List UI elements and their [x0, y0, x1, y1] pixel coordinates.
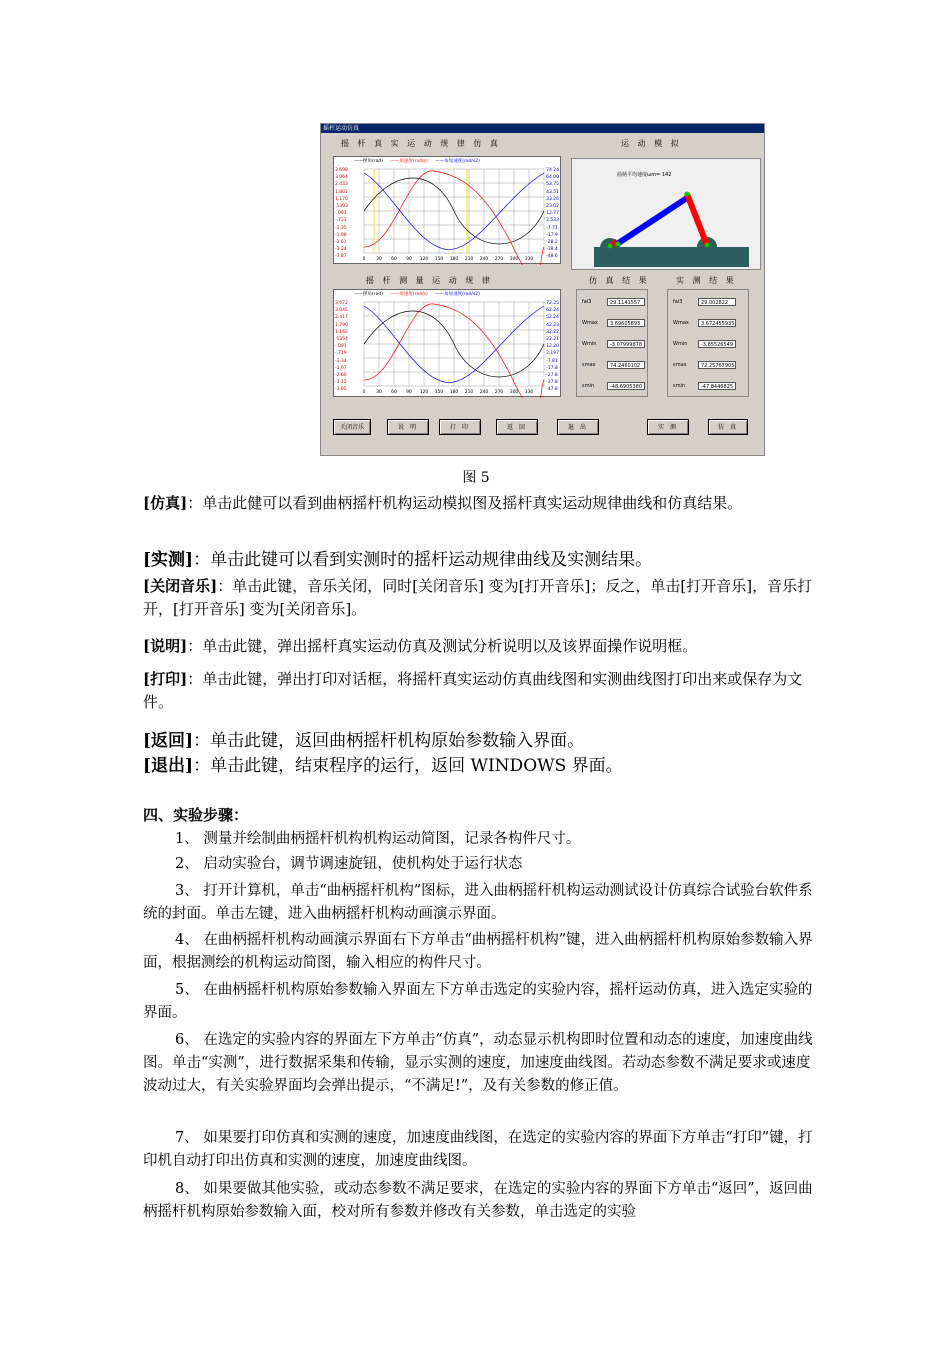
legend-velocity-2: ——角速度(rad/s) — [390, 292, 428, 297]
legend-angle-2: ——摆角(rad) — [354, 292, 383, 297]
plot2-right-axis: 72.25 62.24 52.24 42.23 32.22 22.21 12.20 2.197 -7.81 -17.8 -27.8 -37.8 -47.8 — [546, 301, 559, 393]
x-tick: 300 — [509, 257, 519, 262]
sim-result-row — [582, 340, 647, 349]
close-music-button[interactable]: 关闭音乐 — [333, 419, 371, 435]
anim-section-title: 运 动 模 拟 — [621, 139, 682, 148]
meas-result-label: Wmax — [673, 320, 689, 326]
sim-result-label: Wmin — [582, 341, 597, 347]
window-title: 摇杆运动仿真 — [321, 124, 764, 133]
step-5: 5、 在曲柄摇杆机构原始参数输入界面左下方单击选定的实验内容，摇杆运动仿真，进入选定实验的界面。 — [143, 982, 813, 1021]
x-tick: 300 — [509, 390, 519, 395]
x-tick: 270 — [494, 390, 504, 395]
exit-button[interactable]: 退 出 — [557, 419, 599, 435]
sim-result-value: -48.6905380 — [607, 382, 645, 390]
measurement-plot — [333, 289, 561, 397]
desc-measure: [实测]：单击此键可以看到实测时的摇杆运动规律曲线及实测结果。 — [143, 550, 653, 570]
sim-result-value: -3.07999878 — [607, 340, 645, 348]
sim-section-title: 摇 杆 真 实 运 动 规 律 仿 真 — [341, 139, 501, 148]
step-7: 7、 如果要打印仿真和实测的速度，加速度曲线图，在选定的实验内容的界面下方单击“打印”键，打印机自动打印出仿真和实测的速度，加速度曲线图。 — [143, 1130, 813, 1169]
meas-result-label: fai3 — [673, 299, 683, 305]
sim-result-title: 仿 真 结 果 — [589, 276, 650, 285]
plot2-curves — [334, 290, 562, 398]
desc-simulate: [仿真]：单击此健可以看到曲柄摇杆机构运动模拟图及摇杆真实运动规律曲线和仿真结果。 — [143, 494, 743, 512]
meas-result-label: εmax — [673, 362, 687, 368]
x-tick: 0 — [362, 390, 366, 395]
help-button[interactable]: 说 明 — [387, 419, 429, 435]
x-tick: 90 — [406, 257, 412, 262]
step-1: 1、 测量并绘制曲柄摇杆机构机构运动简图，记录各构件尺寸。 — [175, 831, 581, 847]
x-tick: 210 — [464, 257, 474, 262]
x-tick: 150 — [434, 257, 444, 262]
x-tick: 240 — [479, 257, 489, 262]
x-tick: 0 — [362, 257, 366, 262]
sim-result-label: Wmax — [582, 320, 598, 326]
x-tick: 120 — [419, 390, 429, 395]
meas-result-row — [673, 382, 738, 391]
x-tick: 180 — [449, 390, 459, 395]
x-tick: 240 — [479, 390, 489, 395]
sim-result-row — [582, 298, 647, 307]
x-tick: 60 — [391, 390, 397, 395]
meas-result-title: 实 测 结 果 — [676, 276, 737, 285]
meas-result-label: Wmin — [673, 341, 688, 347]
sim-result-row — [582, 319, 647, 328]
sim-result-row — [582, 382, 647, 391]
sim-result-label: fai3 — [582, 299, 592, 305]
sim-result-value: 29.1141557 — [607, 298, 645, 306]
plot1-x-ticks — [363, 256, 534, 262]
x-tick: 330 — [524, 257, 534, 262]
legend-velocity: ——角速度(rad/s) — [390, 159, 428, 164]
meas-result-label: εmin — [673, 383, 686, 389]
steps-heading: 四、实验步骤： — [143, 806, 249, 824]
mechanism-animation — [571, 158, 761, 270]
x-tick: 180 — [449, 257, 459, 262]
legend-angle: ——摆角(rad) — [354, 159, 383, 164]
sim-result-label: εmax — [582, 362, 596, 368]
plot1-curves — [334, 157, 562, 265]
plot1-right-axis: 74.24 64.00 53.75 43.51 33.26 23.02 12.77 2.533 -7.71 -17.9 -28.2 -38.4 -48.6 — [546, 168, 559, 260]
legend-accel: ——角加速度(rad/s2) — [435, 159, 480, 164]
sim-result-value: 3.69605893 — [607, 319, 645, 327]
sim-result-row — [582, 361, 647, 370]
meas-result-value: 29.002822 — [698, 298, 736, 306]
figure-caption: 图 5 — [462, 470, 490, 486]
meas-result-row — [673, 340, 738, 349]
step-2: 2、 启动实验台，调节调速旋钮，使机构处于运行状态 — [175, 856, 523, 872]
meas-results-panel — [667, 289, 749, 397]
desc-back: [返回]：单击此键，返回曲柄摇杆机构原始参数输入界面。 — [143, 731, 585, 751]
x-tick: 90 — [406, 390, 412, 395]
sim-result-label: εmin — [582, 383, 595, 389]
plot2-x-ticks — [363, 389, 534, 395]
meas-result-value: -47.8446825 — [698, 382, 736, 390]
step-6: 6、 在选定的实验内容的界面左下方单击“仿真”，动态显示机构即时位置和动态的速度，加速度曲线图。单击“实测”，进行数据采集和传输，显示实测的速度，加速度曲线图。若动态参数不满足要求或速度波动过大，有关实验界面均会弹出提示，“不满足!”，及有关参数的修正值。 — [143, 1032, 813, 1094]
plot1-left-axis: 3.698 3.064 2.433 1.802 1.170 .5393 -.091 -.723 -1.35 -1.98 -2.61 -3.24 -3.87 — [335, 168, 348, 260]
print-button[interactable]: 打 印 — [439, 419, 481, 435]
meas-section-title: 摇 杆 测 量 运 动 规 律 — [366, 276, 493, 285]
crank-speed-label: 曲柄平均速度ωm= 142 — [617, 172, 672, 178]
app-screenshot — [320, 123, 765, 456]
x-tick: 210 — [464, 390, 474, 395]
meas-result-row — [673, 298, 738, 307]
meas-result-value: 3.672455935 — [698, 319, 736, 327]
desc-close-music: [关闭音乐]：单击此键，音乐关闭，同时[关闭音乐] 变为[打开音乐]；反之，单击[打开音乐]，音乐打开，[打开音乐] 变为[关闭音乐]。 — [143, 577, 813, 618]
desc-print: [打印]：单击此键，弹出打印对话框，将摇杆真实运动仿真曲线图和实测曲线图打印出来或保存为文件。 — [143, 670, 803, 711]
simulation-plot — [333, 156, 561, 264]
step-3: 3、 打开计算机，单击“曲柄摇杆机构”图标，进入曲柄摇杆机构运动测试设计仿真综合试验台软件系统的封面。单击左键，进入曲柄摇杆机构动画演示界面。 — [143, 883, 813, 922]
measure-button[interactable]: 实 测 — [647, 419, 689, 435]
legend-accel-2: ——角加速度(rad/s2) — [435, 292, 480, 297]
x-tick: 30 — [376, 390, 382, 395]
desc-exit: [退出]：单击此键，结束程序的运行，返回 WINDOWS 界面。 — [143, 756, 623, 776]
sim-result-value: 74.2460102 — [607, 361, 645, 369]
x-tick: 150 — [434, 390, 444, 395]
meas-result-value: 72.25767905 — [698, 361, 736, 369]
meas-result-row — [673, 361, 738, 370]
plot2-left-axis: 3.672 3.045 2.417 1.790 1.162 .5354 -.091 -.719 -1.34 -1.97 -2.60 -3.22 -3.85 — [335, 301, 348, 393]
x-tick: 120 — [419, 257, 429, 262]
x-tick: 30 — [376, 257, 382, 262]
desc-help: [说明]：单击此键，弹出摇杆真实运动仿真及测试分析说明以及该界面操作说明框。 — [143, 637, 698, 655]
step-4: 4、 在曲柄摇杆机构动画演示界面右下方单击“曲柄摇杆机构”键，进入曲柄摇杆机构原始参数输入界面，根据测绘的机构运动简图，输入相应的构件尺寸。 — [143, 932, 813, 971]
meas-result-value: -3.85526549 — [698, 340, 736, 348]
meas-result-row — [673, 319, 738, 328]
sim-results-panel — [576, 289, 648, 397]
x-tick: 60 — [391, 257, 397, 262]
back-button[interactable]: 返 回 — [496, 419, 538, 435]
x-tick: 270 — [494, 257, 504, 262]
simulate-button[interactable]: 仿 真 — [708, 419, 748, 435]
step-8: 8、 如果要做其他实验，或动态参数不满足要求，在选定的实验内容的界面下方单击“返回”，返回曲柄摇杆机构原始参数输入面，校对所有参数并修改有关参数，单击选定的实验 — [143, 1181, 813, 1220]
x-tick: 330 — [524, 390, 534, 395]
